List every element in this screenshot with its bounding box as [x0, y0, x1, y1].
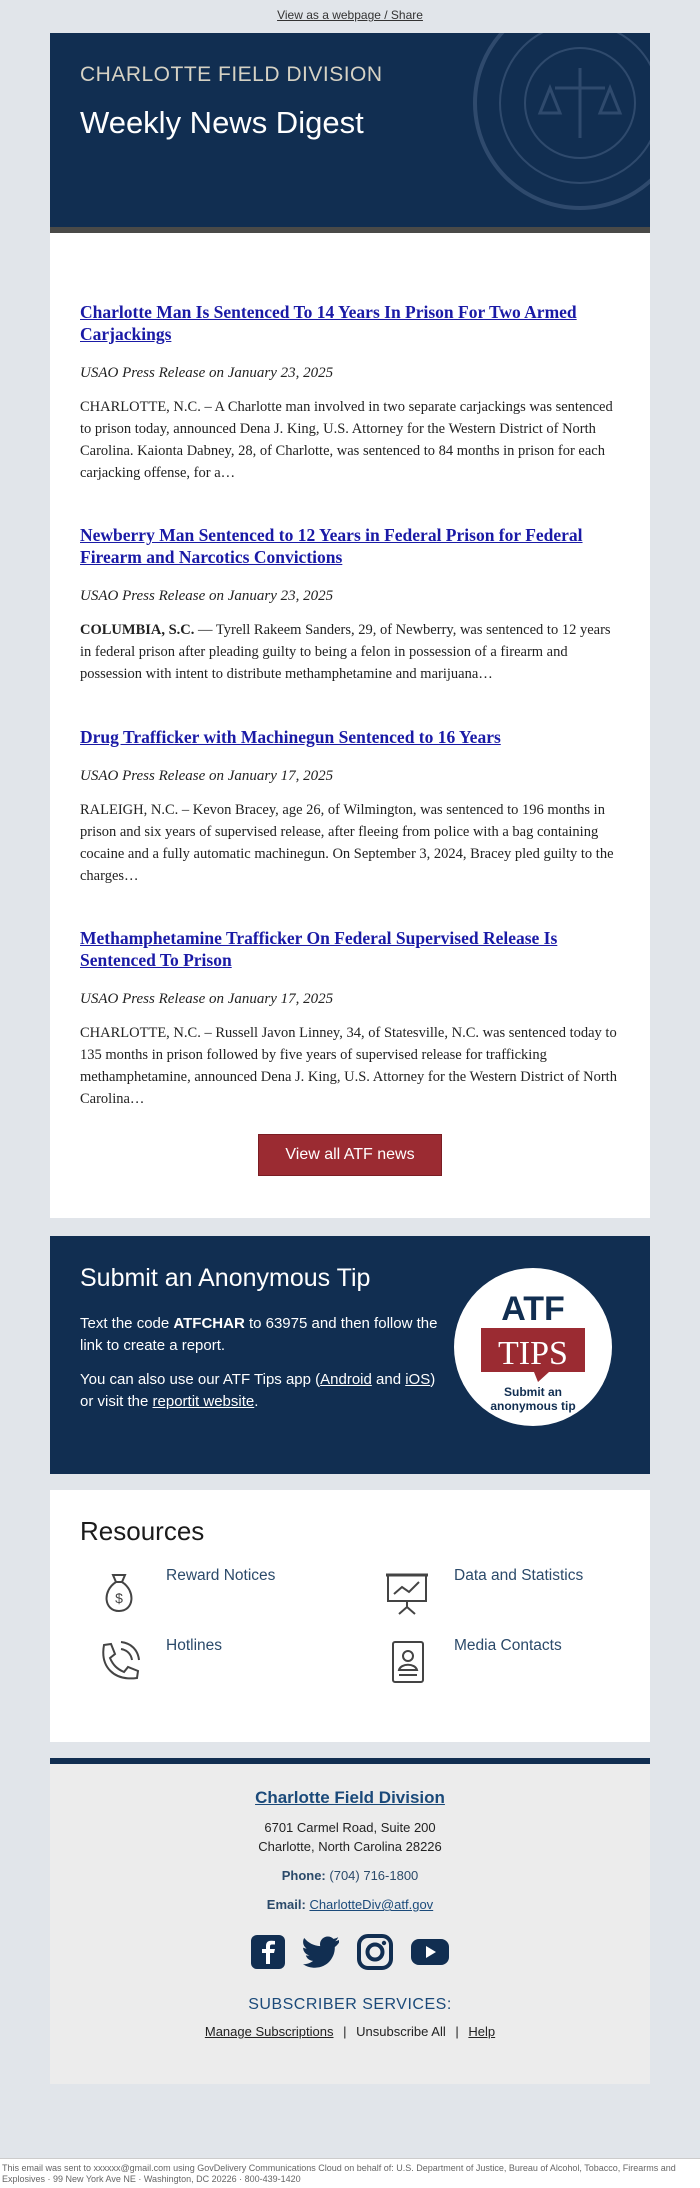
resource-data-statistics[interactable]: [368, 1567, 628, 1627]
instagram-icon[interactable]: [357, 1934, 393, 1975]
resource-reward-notices[interactable]: [80, 1567, 340, 1627]
address-line: Charlotte, North Carolina 28226: [258, 1839, 442, 1854]
article-title-link[interactable]: Charlotte Man Is Sentenced To 14 Years In Prison For Two Armed Carjackings: [80, 302, 577, 344]
field-division-link[interactable]: Charlotte Field Division: [255, 1788, 445, 1807]
legal-footer: This email was sent to xxxxxx@gmail.com using GovDelivery Communications Cloud on behalf of: U.S. Department of Justice, Bureau of Alcohol, Tobacco, Firearms and Explosives · 99 New York Ave NE · Washington, DC 20226 · 800-439-1420: [0, 2158, 700, 2188]
article-title: [80, 726, 620, 748]
article-item: [80, 301, 620, 524]
reportit-link[interactable]: reportit website: [152, 1393, 255, 1410]
atf-tips-badge[interactable]: [454, 1268, 612, 1426]
article-meta: USAO Press Release on January 23, 2025: [80, 365, 334, 381]
footer-email: [50, 1897, 650, 1912]
view-as-webpage-link[interactable]: View as a webpage / Share: [277, 8, 423, 22]
android-link[interactable]: Android: [320, 1371, 372, 1388]
svg-text:$: $: [115, 1590, 123, 1606]
tip-text: You can also use our ATF Tips app (: [80, 1371, 321, 1388]
article-title-link[interactable]: Drug Trafficker with Machinegun Sentenced to 16 Years: [80, 727, 501, 747]
news-button-row: [80, 1134, 620, 1176]
digest-title: Weekly News Digest: [80, 105, 364, 140]
tip-text: and: [371, 1371, 406, 1388]
youtube-icon[interactable]: [410, 1937, 450, 1972]
email-label: Email:: [266, 1897, 306, 1912]
view-all-news-button[interactable]: View all ATF news: [258, 1134, 441, 1176]
article-title: [80, 301, 620, 345]
help-link[interactable]: Help: [468, 2024, 496, 2039]
badge-atf-text: ATF: [501, 1290, 565, 1328]
resources-section: [50, 1490, 650, 1742]
phone-label: Phone:: [281, 1868, 326, 1883]
twitter-icon[interactable]: [303, 1935, 341, 1974]
social-links: [50, 1934, 650, 1974]
article-title-link[interactable]: Methamphetamine Trafficker On Federal Supervised Release Is Sentenced To Prison: [80, 928, 558, 970]
badge-tips-text: TIPS: [498, 1335, 568, 1372]
separator: |: [343, 2024, 347, 2039]
article-body: RALEIGH, N.C. – Kevon Bracey, age 26, of Wilmington, was sentenced to 196 months in prison and six years of supervised release, after fleeing from police with a bag containing cocaine and a fully automatic machinegun. On September 3, 2024, Bracey pled guilty to the charges…: [80, 802, 614, 884]
footer-address: [50, 1818, 650, 1856]
tip-title: Submit an Anonymous Tip: [80, 1264, 371, 1292]
header-banner: [50, 33, 650, 233]
resources-grid: [80, 1567, 620, 1727]
presentation-chart-icon: [382, 1567, 432, 1617]
anonymous-tip-section: [50, 1236, 650, 1474]
tip-text-app: [80, 1369, 440, 1413]
resource-label: Data and Statistics: [454, 1567, 584, 1584]
article-title: [80, 524, 620, 568]
article-body: CHARLOTTE, N.C. – A Charlotte man involved in two separate carjackings was sentenced to prison today, announced Dena J. King, U.S. Attorney for the Western District of North Carolina. Kaionta Dabney, 28, of Charlotte, was sentenced to 84 months in prison for each carjacking offense, for a…: [80, 399, 613, 481]
facebook-icon[interactable]: [250, 1934, 286, 1975]
tip-text: to 63975 and then follow the link to create a report.: [80, 1315, 438, 1354]
resource-hotlines[interactable]: [80, 1637, 340, 1697]
resources-title: Resources: [80, 1516, 205, 1546]
article-item: [80, 524, 620, 726]
resource-label: Hotlines: [166, 1637, 222, 1654]
article-title: [80, 927, 620, 971]
separator: |: [455, 2024, 459, 2039]
division-name: CHARLOTTE FIELD DIVISION: [80, 63, 383, 86]
address-line: 6701 Carmel Road, Suite 200: [264, 1820, 436, 1835]
badge-sub-text: anonymous tip: [490, 1399, 576, 1413]
resource-media-contacts[interactable]: [368, 1637, 628, 1697]
atf-seal-icon: [470, 33, 650, 213]
tip-text: .: [254, 1393, 259, 1410]
unsubscribe-all-link[interactable]: Unsubscribe All: [356, 2024, 446, 2039]
atf-tips-logo-icon: [454, 1268, 612, 1426]
topbar: [0, 0, 700, 33]
tip-text: ) or visit the: [80, 1371, 436, 1410]
article-body: CHARLOTTE, N.C. – Russell Javon Linney, 34, of Statesville, N.C. was sentenced today to 135 months in prison followed by five years of supervised release for trafficking methamphetamine, announced Dena J. King, U.S. Attorney for the Western District of North Carolina…: [80, 1025, 617, 1107]
phone-number[interactable]: (704) 716-1800: [329, 1868, 419, 1883]
ios-link[interactable]: iOS: [405, 1371, 431, 1388]
resource-label: Reward Notices: [166, 1567, 276, 1584]
article-dateline: COLUMBIA, S.C.: [80, 622, 195, 638]
article-title-link[interactable]: Newberry Man Sentenced to 12 Years in Federal Prison for Federal Firearm and Narcotics Convictions: [80, 525, 583, 567]
article-item: [80, 726, 620, 927]
subscriber-services-title: SUBSCRIBER SERVICES:: [248, 1996, 452, 2013]
tip-text-code: [80, 1313, 440, 1357]
manage-subscriptions-link[interactable]: Manage Subscriptions: [204, 2024, 334, 2039]
footer: [50, 1758, 650, 2084]
footer-phone: [50, 1868, 650, 1883]
news-section: [50, 233, 650, 1218]
article-meta: USAO Press Release on January 23, 2025: [80, 588, 334, 604]
email-link[interactable]: CharlotteDiv@atf.gov: [309, 1897, 434, 1912]
article-summary: [80, 799, 620, 887]
article-summary: [80, 619, 620, 685]
article-summary: [80, 396, 620, 484]
article-item: [80, 927, 620, 1110]
article-summary: [80, 1022, 620, 1110]
phone-icon: [94, 1637, 144, 1687]
tip-code: ATFCHAR: [173, 1315, 245, 1332]
tip-text: Text the code: [80, 1315, 174, 1332]
contact-card-icon: [382, 1637, 432, 1687]
article-meta: USAO Press Release on January 17, 2025: [80, 768, 334, 784]
article-meta: USAO Press Release on January 17, 2025: [80, 991, 334, 1007]
badge-sub-text: Submit an: [503, 1385, 563, 1399]
article-body: — Tyrell Rakeem Sanders, 29, of Newberry, was sentenced to 12 years in federal prison after pleading guilty to being a felon in possession of a firearm and possession with intent to distribute methamphetamine and marijuana…: [80, 622, 611, 682]
subscriber-links: [50, 2024, 650, 2039]
resource-label: Media Contacts: [454, 1637, 562, 1654]
money-bag-icon: [94, 1567, 144, 1617]
